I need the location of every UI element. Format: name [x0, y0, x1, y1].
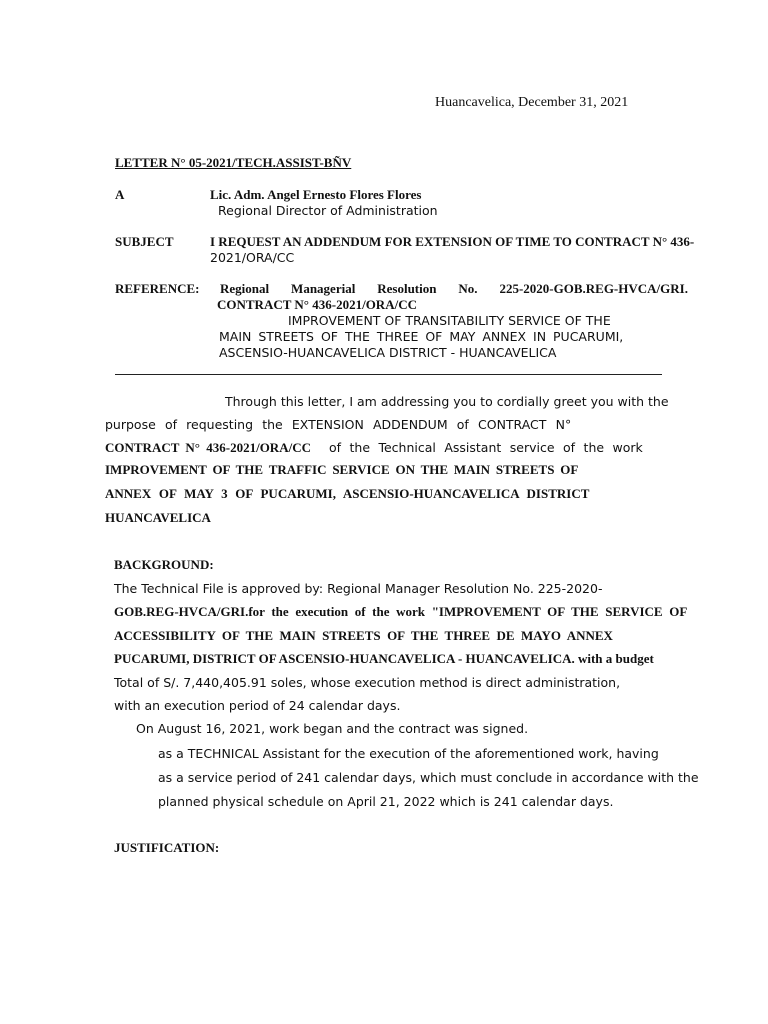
intro-contract-rest: of the Technical Assistant service of the work [328, 440, 643, 455]
subject-label: SUBJECT [115, 234, 174, 249]
background-line-8: as a service period of 241 calendar days, which must conclude in accordance with the [158, 770, 699, 785]
subject-line-1: I REQUEST AN ADDENDUM FOR EXTENSION OF TIME TO CONTRACT N° 436- [210, 234, 695, 249]
background-line-1: The Technical File is approved by: Regional Manager Resolution No. 225-2020- [114, 581, 603, 596]
bullet-text: On August 16, 2021, work began and the contract was signed. [136, 721, 529, 736]
letter-reference: LETTER N° 05-2021/TECH.ASSIST-BÑV [115, 155, 352, 170]
reference-word: Resolution [377, 281, 437, 296]
background-line-3: ACCESSIBILITY OF THE MAIN STREETS OF THE THREE DE MAYO ANNEX [114, 628, 613, 643]
background-bullet-item [136, 721, 528, 736]
subject-line-2: 2021/ORA/CC [210, 250, 295, 265]
background-line-7: as a TECHNICAL Assistant for the execution of the aforementioned work, having [158, 746, 659, 761]
background-heading: BACKGROUND: [114, 557, 214, 572]
intro-line-6: HUANCAVELICA [105, 510, 211, 525]
reference-word: No. [458, 281, 478, 296]
reference-line-1 [220, 281, 688, 297]
intro-line-3 [105, 439, 643, 457]
background-line-2: GOB.REG-HVCA/GRI.for the execution of the work "IMPROVEMENT OF THE SERVICE OF [114, 604, 688, 619]
intro-contract-bold: CONTRACT N° 436-2021/ORA/CC [105, 440, 311, 455]
background-line-5: Total of S/. 7,440,405.91 soles, whose execution method is direct administration, [114, 675, 621, 690]
reference-contract: CONTRACT N° 436-2021/ORA/CC [217, 297, 417, 312]
addressee-title: Regional Director of Administration [218, 203, 438, 218]
addressee-name: Lic. Adm. Angel Ernesto Flores Flores [210, 187, 422, 202]
place-and-date: Huancavelica, December 31, 2021 [435, 95, 629, 110]
justification-heading: JUSTIFICATION: [114, 840, 220, 855]
reference-line-5: ASCENSIO-HUANCAVELICA DISTRICT - HUANCAVELICA [219, 345, 557, 360]
intro-line-5: ANNEX OF MAY 3 OF PUCARUMI, ASCENSIO-HUANCAVELICA DISTRICT [105, 486, 590, 501]
reference-line-4 [219, 329, 660, 344]
intro-line-1: Through this letter, I am addressing you to cordially greet you with the [225, 394, 669, 409]
reference-word: Managerial [291, 281, 356, 296]
intro-line-4: IMPROVEMENT OF THE TRAFFIC SERVICE ON THE MAIN STREETS OF [105, 462, 579, 477]
reference-line-3: IMPROVEMENT OF TRANSITABILITY SERVICE OF THE [288, 313, 611, 328]
separator-rule [115, 374, 662, 375]
reference-line-4-text: MAIN STREETS OF THE THREE OF MAY ANNEX IN PUCARUMI, [219, 329, 624, 344]
background-line-9: planned physical schedule on April 21, 2022 which is 241 calendar days. [158, 794, 614, 809]
reference-label: REFERENCE: [115, 281, 200, 296]
background-line-4: PUCARUMI, DISTRICT OF ASCENSIO-HUANCAVELICA - HUANCAVELICA. with a budget [114, 651, 654, 666]
reference-word: 225-2020-GOB.REG-HVCA/GRI. [499, 281, 688, 296]
addressee-label: A [115, 187, 125, 202]
background-line-6: with an execution period of 24 calendar days. [114, 698, 401, 713]
reference-word: Regional [220, 281, 270, 296]
intro-line-2: purpose of requesting the EXTENSION ADDENDUM of CONTRACT N° [105, 417, 572, 432]
